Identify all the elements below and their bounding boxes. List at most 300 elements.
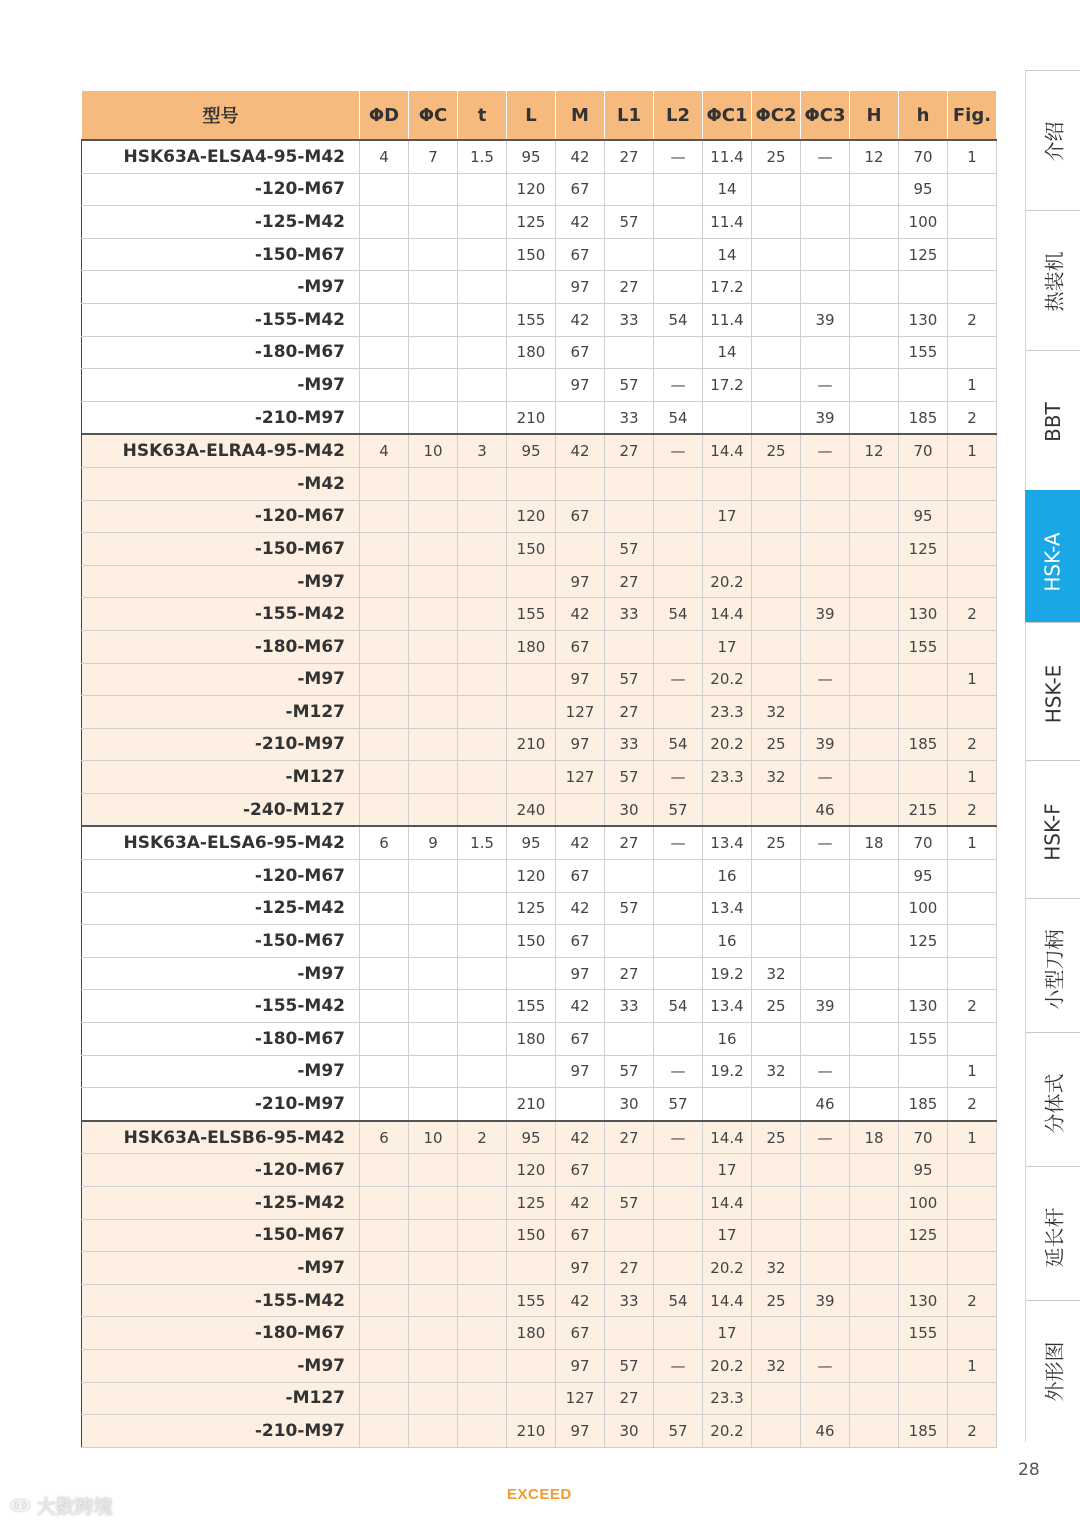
table-cell [899,565,948,598]
table-cell [899,1055,948,1088]
table-cell: 30 [605,1088,654,1121]
table-cell [801,1219,850,1252]
table-row [82,1023,997,1056]
nav-tab[interactable] [1025,350,1080,492]
table-row [82,271,997,304]
table-cell: 180 [507,630,556,663]
table-cell: 57 [654,793,703,826]
table-cell: 1.5 [458,140,507,173]
model-cell: -M97 [82,1055,360,1088]
table-cell [409,761,458,794]
table-cell: 10 [409,434,458,467]
table-cell: 32 [752,1055,801,1088]
table-cell: 150 [507,533,556,566]
table-cell [458,728,507,761]
table-row [82,206,997,239]
table-cell [360,533,409,566]
table-cell: 2 [458,1121,507,1154]
table-cell: 95 [899,173,948,206]
table-cell: 185 [899,728,948,761]
table-row [82,1088,997,1121]
table-cell [409,173,458,206]
table-cell [801,1252,850,1285]
model-cell: -120-M67 [82,860,360,893]
table-cell [948,1219,997,1252]
table-cell [654,925,703,958]
table-cell [654,1154,703,1187]
table-cell: 42 [556,140,605,173]
table-cell: 95 [899,860,948,893]
table-cell: 127 [556,696,605,729]
table-cell [850,990,899,1023]
table-cell [948,1317,997,1350]
table-cell [409,271,458,304]
table-cell: 95 [899,500,948,533]
table-cell [458,696,507,729]
table-cell [752,925,801,958]
table-cell: — [801,1349,850,1382]
table-cell [654,630,703,663]
table-cell [654,500,703,533]
table-cell [752,401,801,434]
table-cell: 17.2 [703,369,752,402]
table-row [82,140,997,173]
table-cell: 25 [752,826,801,859]
table-cell [507,565,556,598]
table-cell [801,206,850,239]
table-row [82,565,997,598]
table-cell: 46 [801,793,850,826]
table-cell [703,401,752,434]
table-row [82,696,997,729]
table-cell [409,565,458,598]
table-row [82,1154,997,1187]
table-cell [948,630,997,663]
table-cell [458,1055,507,1088]
table-cell: 1 [948,826,997,859]
table-cell [850,369,899,402]
table-cell: 46 [801,1088,850,1121]
table-cell [458,761,507,794]
table-cell [409,238,458,271]
table-cell [360,1317,409,1350]
table-cell [850,1252,899,1285]
table-cell: 67 [556,925,605,958]
table-row [82,892,997,925]
table-row [82,826,997,859]
table-cell [507,467,556,500]
table-cell [850,303,899,336]
page-number: 28 [1018,1460,1040,1480]
table-row [82,1219,997,1252]
table-cell [409,1187,458,1220]
table-cell: 155 [507,1284,556,1317]
table-cell: 155 [899,1023,948,1056]
model-cell: -155-M42 [82,303,360,336]
table-row [82,598,997,631]
table-cell [360,173,409,206]
table-cell: 11.4 [703,140,752,173]
table-cell [801,1317,850,1350]
table-cell [850,533,899,566]
table-cell: 33 [605,303,654,336]
table-cell: — [801,663,850,696]
table-cell [605,238,654,271]
table-row [82,500,997,533]
table-cell: 130 [899,303,948,336]
table-cell: 155 [507,303,556,336]
table-header [82,91,997,141]
table-cell: 42 [556,206,605,239]
table-cell [458,990,507,1023]
nav-tab[interactable] [1025,622,1080,764]
model-cell: -M97 [82,957,360,990]
table-cell: 67 [556,1317,605,1350]
table-cell [458,1382,507,1415]
table-cell: 32 [752,1349,801,1382]
table-cell: 4 [360,434,409,467]
column-header: H [850,91,899,141]
table-cell: 27 [605,271,654,304]
table-cell [605,173,654,206]
nav-tab-label: BBT [1040,401,1065,442]
table-cell [654,1252,703,1285]
table-cell: 125 [507,892,556,925]
table-cell [360,1187,409,1220]
table-cell: 67 [556,1219,605,1252]
table-cell: 2 [948,1415,997,1448]
table-cell: 150 [507,925,556,958]
table-cell [752,303,801,336]
table-cell: 46 [801,1415,850,1448]
table-cell [801,467,850,500]
table-cell [850,1219,899,1252]
model-cell: -155-M42 [82,990,360,1023]
table-cell [801,565,850,598]
table-cell [752,1088,801,1121]
model-cell: -180-M67 [82,630,360,663]
table-row [82,761,997,794]
table-cell [850,467,899,500]
table-cell: 17.2 [703,271,752,304]
table-row [82,533,997,566]
table-cell: 42 [556,303,605,336]
table-cell: 180 [507,1023,556,1056]
table-cell: 11.4 [703,303,752,336]
table-cell [899,1349,948,1382]
nav-tab[interactable] [1025,210,1080,352]
model-cell: -150-M67 [82,1219,360,1252]
model-cell: -M42 [82,467,360,500]
model-cell: -M97 [82,271,360,304]
table-cell [409,663,458,696]
model-cell: -120-M67 [82,500,360,533]
table-cell [654,1219,703,1252]
table-cell [360,1382,409,1415]
table-cell [409,990,458,1023]
table-cell: 67 [556,860,605,893]
model-cell: -125-M42 [82,206,360,239]
table-cell [752,1382,801,1415]
table-cell: 210 [507,1415,556,1448]
table-cell: 130 [899,598,948,631]
table-cell: 95 [507,1121,556,1154]
table-cell [899,1252,948,1285]
table-cell [458,630,507,663]
table-cell [948,696,997,729]
model-cell: HSK63A-ELRA4-95-M42 [82,434,360,467]
table-cell: 39 [801,990,850,1023]
model-cell: -210-M97 [82,401,360,434]
model-cell: -M97 [82,1349,360,1382]
table-cell: 42 [556,990,605,1023]
table-cell [458,467,507,500]
table-cell: 42 [556,1284,605,1317]
model-cell: -150-M67 [82,925,360,958]
table-cell [360,369,409,402]
table-cell [850,173,899,206]
column-header: ΦC3 [801,91,850,141]
table-cell [409,1088,458,1121]
model-cell: -M97 [82,369,360,402]
table-cell: 67 [556,173,605,206]
spec-table [81,90,997,1448]
table-cell: 155 [899,630,948,663]
table-cell [605,1154,654,1187]
table-cell [654,696,703,729]
table-cell [556,401,605,434]
table-cell: 57 [654,1088,703,1121]
model-group [82,1121,997,1447]
table-cell [360,1349,409,1382]
table-cell [899,696,948,729]
table-cell [507,1252,556,1285]
table-cell: 2 [948,1088,997,1121]
table-cell [409,533,458,566]
table-cell: 54 [654,303,703,336]
table-row [82,1252,997,1285]
column-header: L2 [654,91,703,141]
nav-tab-label: 小型刀柄 [1042,929,1067,1010]
table-cell [850,728,899,761]
table-cell: — [801,1121,850,1154]
table-cell: 2 [948,990,997,1023]
table-cell [654,1382,703,1415]
nav-tab[interactable] [1025,70,1080,212]
table-cell [458,892,507,925]
table-cell: 27 [605,1252,654,1285]
table-cell: 20.2 [703,1349,752,1382]
table-cell: 95 [899,1154,948,1187]
table-cell [409,401,458,434]
table-cell [360,303,409,336]
nav-tab[interactable] [1025,1032,1080,1174]
table-cell: 14.4 [703,1121,752,1154]
table-cell [409,1349,458,1382]
table-cell [752,271,801,304]
table-cell [752,892,801,925]
table-cell [801,957,850,990]
table-cell [752,1415,801,1448]
table-cell [801,533,850,566]
table-cell: 14 [703,336,752,369]
table-cell: 14 [703,238,752,271]
table-cell [556,793,605,826]
table-cell [752,336,801,369]
table-cell [752,1317,801,1350]
model-cell: -240-M127 [82,793,360,826]
model-cell: -M127 [82,1382,360,1415]
table-cell [850,565,899,598]
table-cell: 67 [556,1023,605,1056]
table-cell: 57 [605,892,654,925]
table-cell [899,271,948,304]
table-cell [409,728,458,761]
table-cell [752,630,801,663]
table-cell [360,1252,409,1285]
table-cell [948,271,997,304]
nav-tab[interactable] [1025,490,1080,632]
table-cell: 16 [703,1023,752,1056]
table-cell: 39 [801,303,850,336]
nav-tab[interactable] [1025,898,1080,1040]
table-cell [948,467,997,500]
table-cell [507,663,556,696]
table-cell: 2 [948,401,997,434]
table-cell: — [801,369,850,402]
table-cell: — [654,663,703,696]
table-cell [409,1284,458,1317]
table-cell: 39 [801,598,850,631]
table-cell [801,336,850,369]
table-cell: 25 [752,728,801,761]
table-cell [801,271,850,304]
table-cell [360,663,409,696]
table-cell: 100 [899,1187,948,1220]
side-nav [1025,70,1080,1440]
table-cell [507,761,556,794]
table-cell: 125 [899,533,948,566]
table-cell [654,957,703,990]
table-cell: 42 [556,1121,605,1154]
table-cell [409,1023,458,1056]
table-cell: 54 [654,990,703,1023]
table-cell: 67 [556,1154,605,1187]
table-cell: 57 [605,663,654,696]
table-cell [360,1055,409,1088]
model-cell: -150-M67 [82,238,360,271]
nav-tab[interactable] [1025,760,1080,902]
table-cell [850,500,899,533]
table-cell: 1 [948,761,997,794]
table-cell [409,206,458,239]
table-cell: 27 [605,696,654,729]
table-cell [752,533,801,566]
table-cell [360,500,409,533]
table-cell [360,990,409,1023]
table-cell [801,1382,850,1415]
table-cell: 210 [507,728,556,761]
table-cell: 97 [556,271,605,304]
table-cell [801,1023,850,1056]
model-cell: -M97 [82,1252,360,1285]
table-cell: 17 [703,630,752,663]
table-cell [409,793,458,826]
table-row [82,925,997,958]
table-cell: 180 [507,1317,556,1350]
table-cell: 20.2 [703,1415,752,1448]
model-cell: -210-M97 [82,1088,360,1121]
model-cell: HSK63A-ELSA6-95-M42 [82,826,360,859]
table-cell: 33 [605,990,654,1023]
table-cell: 42 [556,1187,605,1220]
column-header: L1 [605,91,654,141]
table-cell [654,271,703,304]
table-cell [850,1415,899,1448]
model-cell: -155-M42 [82,598,360,631]
table-cell: 70 [899,1121,948,1154]
table-cell: 2 [948,598,997,631]
table-cell [409,467,458,500]
model-cell: -125-M42 [82,1187,360,1220]
table-cell: 57 [605,761,654,794]
table-cell [899,1382,948,1415]
table-cell [409,1382,458,1415]
table-cell [948,860,997,893]
table-cell [850,598,899,631]
table-cell: 14 [703,173,752,206]
table-cell [850,630,899,663]
table-cell [360,1088,409,1121]
model-cell: HSK63A-ELSA4-95-M42 [82,140,360,173]
table-cell: 97 [556,663,605,696]
nav-tab-label: 分体式 [1042,1073,1067,1134]
table-cell [409,957,458,990]
table-cell [850,271,899,304]
table-cell: 120 [507,1154,556,1187]
model-cell: -155-M42 [82,1284,360,1317]
table-cell [801,173,850,206]
table-cell: 155 [507,598,556,631]
table-row [82,401,997,434]
table-cell [458,533,507,566]
table-cell: 10 [409,1121,458,1154]
column-header: t [458,91,507,141]
table-cell [850,1349,899,1382]
table-cell [360,957,409,990]
table-cell: — [801,140,850,173]
table-cell [360,1219,409,1252]
nav-tab[interactable] [1025,1166,1080,1308]
table-cell: 1 [948,1349,997,1382]
table-cell [948,892,997,925]
table-cell [850,663,899,696]
table-cell: — [654,1349,703,1382]
table-cell [507,369,556,402]
table-cell: 95 [507,434,556,467]
table-cell: 210 [507,1088,556,1121]
table-cell [801,500,850,533]
table-cell: 32 [752,761,801,794]
table-cell [654,467,703,500]
table-row [82,990,997,1023]
table-cell: 97 [556,1055,605,1088]
nav-tab[interactable] [1025,1300,1080,1442]
table-cell [801,1154,850,1187]
table-cell [605,467,654,500]
table-cell: — [801,761,850,794]
table-cell: 2 [948,728,997,761]
